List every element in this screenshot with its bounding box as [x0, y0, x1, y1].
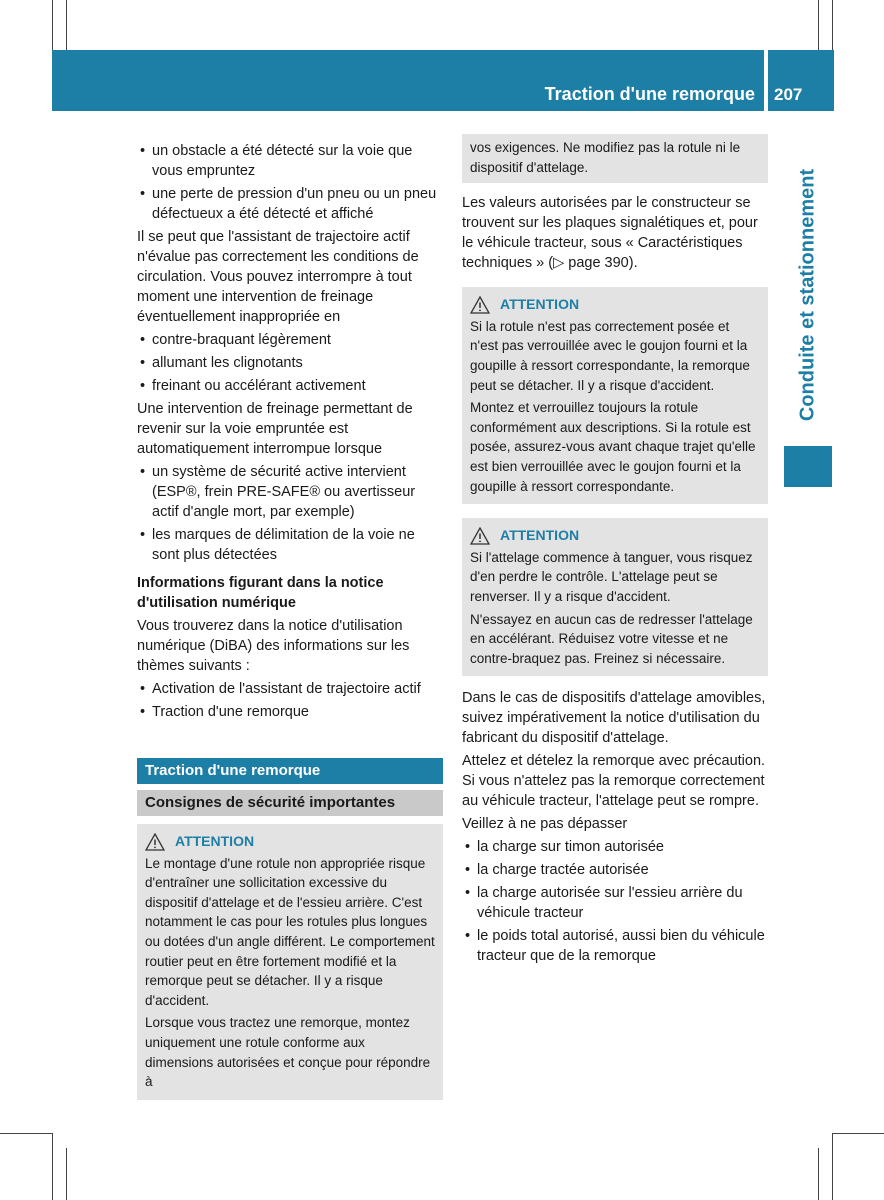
paragraph: Attelez et dételez la remorque avec précaution. Si vous n'attelez pas la remorque correctement au véhicule tracteur, l'attelage peut se rompre.	[462, 753, 766, 810]
list-item: • contre-braquant légèrement	[140, 332, 331, 348]
page-number-box	[768, 50, 834, 111]
warning-triangle-icon	[145, 833, 165, 851]
warning-text: Montez et verrouillez toujours la rotule conformément aux descriptions. Si la rotule est posée, assurez-vous avant chaque trajet qu'elle est bien verrouillée avec le goujon fourni et la goupille à ressort correspondante.	[470, 400, 756, 494]
warning-box	[462, 518, 768, 676]
section-heading: Traction d'une remorque	[137, 758, 443, 784]
warning-label: ATTENTION	[500, 296, 580, 313]
warning-label: ATTENTION	[500, 527, 580, 544]
crop-mark	[818, 1148, 819, 1200]
crop-mark	[818, 0, 819, 50]
page-title: Traction d'une remorque	[544, 84, 755, 104]
warning-triangle-icon	[470, 296, 490, 314]
crop-mark	[832, 0, 833, 50]
list-item: • Traction d'une remorque	[140, 704, 309, 720]
paragraph: Dans le cas de dispositifs d'attelage amovibles, suivez impérativement la notice d'utilisation du fabricant du dispositif d'attelage.	[462, 690, 766, 747]
subheading: Informations figurant dans la notice d'utilisation numérique	[137, 575, 384, 611]
paragraph: Vous trouverez dans la notice d'utilisation numérique (DiBA) des informations sur les thèmes suivants :	[137, 618, 410, 674]
paragraph: Veillez à ne pas dépasser	[462, 816, 628, 833]
crop-mark	[66, 1148, 67, 1200]
side-tab	[784, 150, 832, 440]
warning-text: Le montage d'une rotule non appropriée risque d'entraîner une sollicitation excessive du dispositif d'attelage et de l'essieu arrière. C'est notamment le cas pour les rotules plus longues ou dotées d'un angle différent. Le comportement routier peut en être fortement modifié et la remorque peut se détacher. Il y a risque d'accident.	[145, 855, 435, 1008]
left-column	[137, 141, 443, 1108]
warning-text: Si l'attelage commence à tanguer, vous risquez d'en perdre le contrôle. L'attelage peut se renverser. Il y a risque d'accident.	[470, 549, 753, 604]
list-item: • les marques de délimitation de la voie ne sont plus détectées	[140, 527, 415, 563]
paragraph: Une intervention de freinage permettant de revenir sur la voie empruntée est automatiquement interrompue lorsque	[137, 401, 413, 457]
warning-triangle-icon	[470, 527, 490, 545]
warning-text: Si la rotule n'est pas correctement posée et n'est pas verrouillée avec le goujon fourni et la goupille à ressort correspondante, la remorque peut se détacher. Il y a risque d'accident.	[470, 318, 750, 393]
crop-mark	[52, 0, 53, 50]
side-tab-marker	[784, 446, 832, 487]
header-bar	[52, 50, 764, 111]
warning-box	[137, 824, 443, 1100]
subsection-heading: Consignes de sécurité importantes	[137, 790, 443, 816]
list-item: • Activation de l'assistant de trajectoire actif	[140, 681, 421, 697]
crop-mark	[52, 1133, 53, 1200]
list-item: • une perte de pression d'un pneu ou un pneu défectueux a été détecté et affiché	[140, 186, 437, 222]
crop-mark	[832, 1133, 833, 1200]
warning-text: Lorsque vous tractez une remorque, montez uniquement une rotule conforme aux dimensions autorisées et conçue pour répondre à	[145, 1015, 431, 1090]
list-item: • allumant les clignotants	[140, 355, 303, 371]
list-item: • un obstacle a été détecté sur la voie que vous empruntez	[140, 143, 413, 179]
right-column	[462, 141, 768, 969]
side-tab-label: Conduite et stationnement	[796, 168, 819, 422]
list-item: • la charge autorisée sur l'essieu arrière du véhicule tracteur	[465, 885, 743, 922]
list-item: • un système de sécurité active intervient (ESP®, frein PRE-SAFE® ou avertisseur actif d'angle mort, par exemple)	[140, 464, 416, 520]
warning-text: N'essayez en aucun cas de redresser l'attelage en accélérant. Réduisez votre vitesse et ne contre-braquez pas. Freinez si nécessaire.	[470, 611, 753, 666]
page-number: 207	[774, 85, 803, 104]
list-item: • le poids total autorisé, aussi bien du véhicule tracteur que de la remorque	[465, 928, 765, 965]
list-item: • la charge sur timon autorisée	[465, 839, 664, 856]
list-item: • la charge tractée autorisée	[465, 862, 649, 879]
list-item: • freinant ou accélérant activement	[140, 378, 366, 394]
warning-label: ATTENTION	[175, 833, 255, 849]
paragraph: Les valeurs autorisées par le constructeur se trouvent sur les plaques signalétiques et, pour le véhicule tracteur, sous « Caractéristiques techniques » (▷ page 390).	[462, 195, 758, 272]
crop-mark	[832, 1133, 884, 1134]
crop-mark	[66, 0, 67, 50]
crop-mark	[0, 1133, 52, 1134]
warning-box	[462, 287, 768, 504]
warning-continuation: vos exigences. Ne modifiez pas la rotule ni le dispositif d'attelage.	[462, 134, 768, 183]
paragraph: Il se peut que l'assistant de trajectoire actif n'évalue pas correctement les conditions de circulation. Vous pouvez interrompre à tout moment une intervention de freinage éventuellement inappropriée en	[137, 229, 419, 325]
